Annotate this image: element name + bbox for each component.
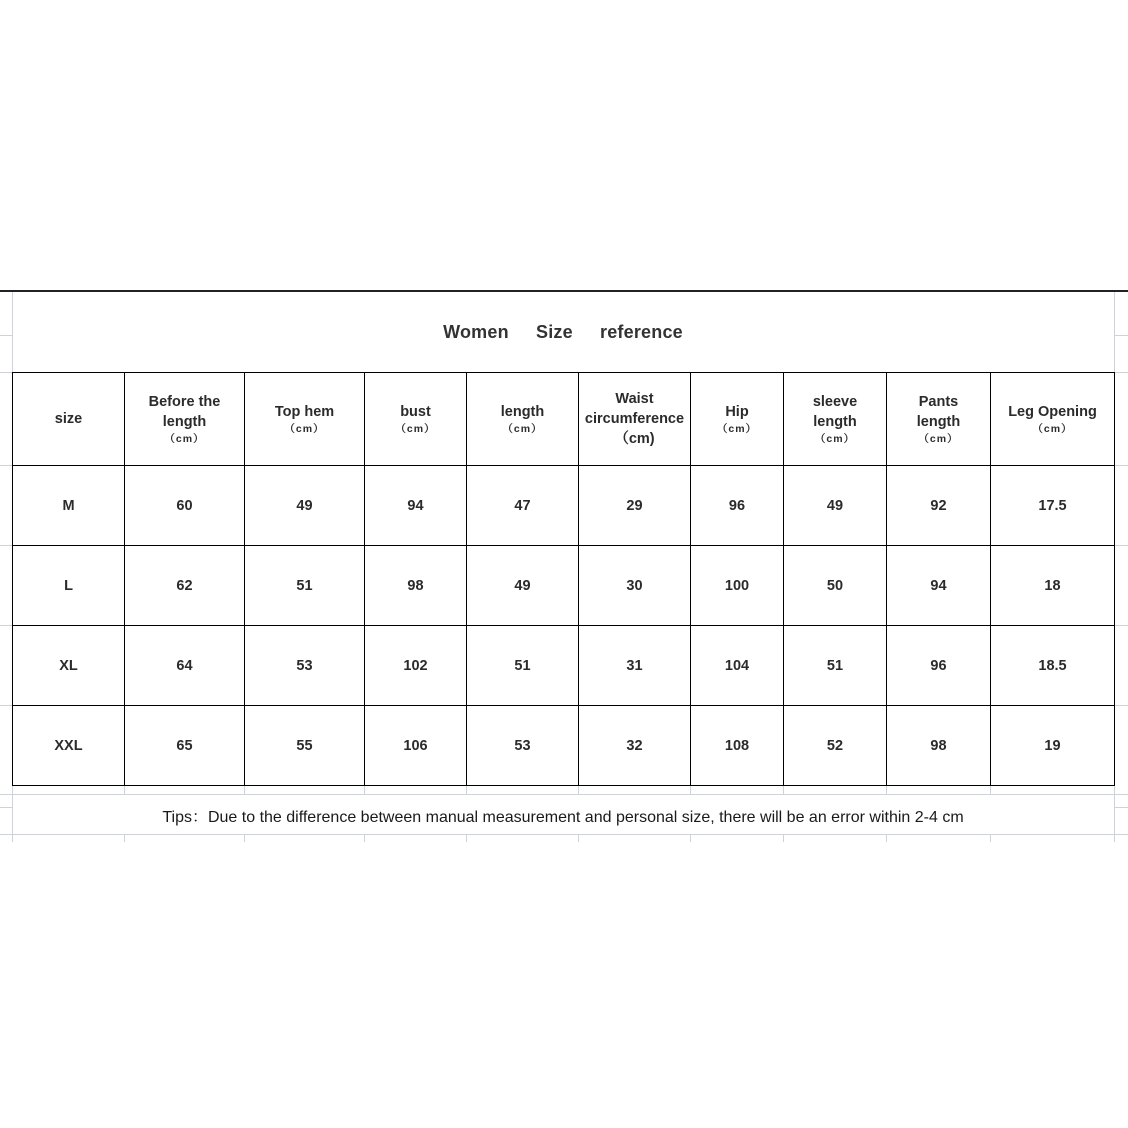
- grid-line: [124, 834, 125, 842]
- grid-line: [1114, 335, 1128, 336]
- header-unit: （cm）: [284, 423, 325, 435]
- header-unit: （cm）: [1032, 423, 1073, 435]
- grid-line: [0, 625, 12, 626]
- table-cell: 94: [887, 546, 991, 626]
- grid-line: [0, 705, 12, 706]
- grid-line: [364, 834, 365, 842]
- tips-cell: [12, 795, 1114, 835]
- header-bust: [365, 373, 467, 466]
- table-cell: 98: [887, 706, 991, 786]
- grid-line: [466, 786, 467, 795]
- header-label: length: [500, 404, 545, 420]
- header-unit: （cm）: [502, 423, 543, 435]
- table-cell: 19: [991, 706, 1115, 786]
- header-unit: （cm）: [716, 423, 758, 435]
- header-unit: （cm): [614, 431, 655, 447]
- grid-line: [0, 807, 12, 808]
- table-cell: 64: [125, 626, 245, 706]
- table-cell: 94: [365, 466, 467, 546]
- table-cell: 30: [579, 546, 691, 626]
- grid-line: [0, 465, 12, 466]
- grid-line: [1114, 545, 1128, 546]
- grid-line: [783, 834, 784, 842]
- grid-line: [1114, 372, 1128, 373]
- table-cell: 53: [245, 626, 365, 706]
- table-cell: 49: [784, 466, 887, 546]
- table-cell: 96: [887, 626, 991, 706]
- header-label: Hip: [725, 404, 749, 420]
- header-label: size: [54, 411, 83, 427]
- page-title: Women Size reference: [443, 321, 683, 342]
- header-unit: （cm）: [814, 433, 856, 445]
- table-cell: 104: [691, 626, 784, 706]
- table-cell: 49: [467, 546, 579, 626]
- header-label: bust: [400, 404, 431, 420]
- table-cell: 50: [784, 546, 887, 626]
- table-cell: 98: [365, 546, 467, 626]
- table-row: [13, 706, 1115, 786]
- header-size: [13, 373, 125, 466]
- table-cell: 108: [691, 706, 784, 786]
- header-length: [467, 373, 579, 466]
- header-row: [13, 373, 1115, 466]
- grid-line: [578, 786, 579, 795]
- header-label: sleeve length: [812, 394, 858, 430]
- table-cell: 65: [125, 706, 245, 786]
- size-chart-table: [12, 372, 1115, 786]
- size-cell: L: [13, 546, 125, 626]
- table-cell: 18.5: [991, 626, 1115, 706]
- header-before-length: [125, 373, 245, 466]
- size-cell: XXL: [13, 706, 125, 786]
- table-cell: 47: [467, 466, 579, 546]
- grid-line: [364, 786, 365, 795]
- header-top-hem: [245, 373, 365, 466]
- table-cell: 55: [245, 706, 365, 786]
- table-cell: 31: [579, 626, 691, 706]
- table-cell: 60: [125, 466, 245, 546]
- header-label: Top hem: [274, 404, 335, 420]
- grid-line: [990, 834, 991, 842]
- title-cell: [12, 292, 1114, 372]
- header-unit: （cm）: [395, 423, 436, 435]
- table-cell: 51: [784, 626, 887, 706]
- table-cell: 102: [365, 626, 467, 706]
- grid-line: [690, 834, 691, 842]
- table-cell: 32: [579, 706, 691, 786]
- header-label: Waist circumference: [584, 391, 685, 427]
- grid-line: [783, 786, 784, 795]
- table-cell: 96: [691, 466, 784, 546]
- grid-line: [990, 786, 991, 795]
- header-waist: [579, 373, 691, 466]
- header-leg-opening: [991, 373, 1115, 466]
- header-unit: （cm）: [918, 433, 959, 445]
- header-pants-length: [887, 373, 991, 466]
- header-label: Leg Opening: [1008, 404, 1097, 420]
- table-row: [13, 466, 1115, 546]
- header-sleeve-length: [784, 373, 887, 466]
- grid-line: [578, 834, 579, 842]
- table-cell: 18: [991, 546, 1115, 626]
- table-cell: 49: [245, 466, 365, 546]
- table-cell: 52: [784, 706, 887, 786]
- header-hip: [691, 373, 784, 466]
- size-cell: M: [13, 466, 125, 546]
- grid-line: [886, 834, 887, 842]
- grid-line: [466, 834, 467, 842]
- header-label: Pants length: [916, 394, 961, 430]
- table-cell: 62: [125, 546, 245, 626]
- grid-line: [0, 545, 12, 546]
- grid-line: [244, 786, 245, 795]
- table-cell: 17.5: [991, 466, 1115, 546]
- table-row: [13, 626, 1115, 706]
- grid-line: [886, 786, 887, 795]
- grid-line: [1114, 465, 1128, 466]
- table-cell: 51: [245, 546, 365, 626]
- table-cell: 92: [887, 466, 991, 546]
- header-unit: （cm）: [164, 433, 205, 445]
- tips-text: Tips：Due to the difference between manual measurement and personal size, there will be an error within 2-4 cm: [162, 808, 964, 826]
- table-cell: 29: [579, 466, 691, 546]
- header-label: Before the length: [148, 394, 221, 430]
- grid-line: [0, 335, 12, 336]
- table-cell: 51: [467, 626, 579, 706]
- grid-line: [1114, 705, 1128, 706]
- table-row: [13, 546, 1115, 626]
- table-cell: 100: [691, 546, 784, 626]
- grid-line: [1114, 292, 1115, 372]
- table-cell: 106: [365, 706, 467, 786]
- grid-line: [690, 786, 691, 795]
- grid-line: [0, 372, 12, 373]
- table-cell: 53: [467, 706, 579, 786]
- grid-line: [1114, 807, 1128, 808]
- grid-line: [244, 834, 245, 842]
- grid-line: [1114, 625, 1128, 626]
- size-cell: XL: [13, 626, 125, 706]
- grid-line: [1114, 786, 1115, 842]
- grid-line: [124, 786, 125, 795]
